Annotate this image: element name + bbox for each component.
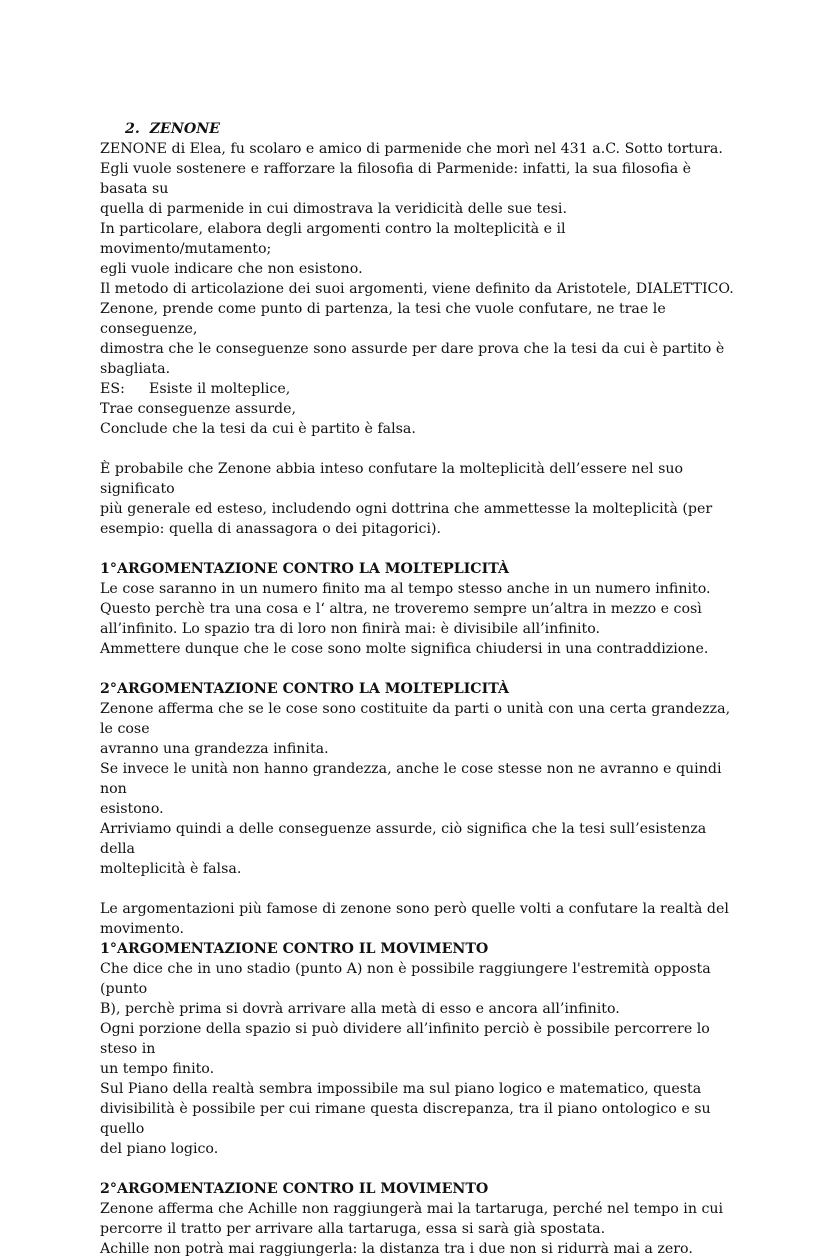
text-line: Se invece le unità non hanno grandezza, anche le cose stesse non ne avranno e quindi non xyxy=(100,761,722,797)
title-text: ZENONE xyxy=(149,121,220,137)
text-line: Ogni porzione della spazio si può dividere all’infinito perciò è possibile percorrere lo steso in xyxy=(100,1021,710,1057)
text-line: movimento. xyxy=(100,921,185,937)
text-line: Trae conseguenze assurde, xyxy=(100,401,296,417)
spacer xyxy=(100,659,740,679)
example-label: ES: xyxy=(100,381,125,397)
text-line: Zenone afferma che Achille non raggiungerà mai la tartaruga, perché nel tempo in cui xyxy=(100,1201,724,1217)
text-line: sbagliata. xyxy=(100,361,171,377)
section-movimento-2 xyxy=(100,1179,740,1259)
section-molteplicita-1 xyxy=(100,559,740,659)
section-heading: 2°ARGOMENTAZIONE CONTRO IL MOVIMENTO xyxy=(100,1181,489,1197)
spacer xyxy=(100,1159,740,1179)
section-heading: 2°ARGOMENTAZIONE CONTRO LA MOLTEPLICITÀ xyxy=(100,681,510,697)
probabile-paragraph xyxy=(100,459,740,539)
section-molteplicita-2 xyxy=(100,679,740,879)
text-line: Egli vuole sostenere e rafforzare la filosofia di Parmenide: infatti, la sua filosofia è basata su xyxy=(100,161,692,197)
text-line: Il metodo di articolazione dei suoi argomenti, viene definito da Aristotele, DIALETTICO. xyxy=(100,281,734,297)
text-line: Questo perchè tra una cosa e l‘ altra, ne troveremo sempre un’altra in mezzo e così xyxy=(100,601,702,617)
text-line: Zenone afferma che se le cose sono costituite da parti o unità con una certa grandezza, le cose xyxy=(100,701,731,737)
text-line: Zenone, prende come punto di partenza, la tesi che vuole confutare, ne trae le conseguenze, xyxy=(100,301,666,337)
text-line: esistono. xyxy=(100,801,164,817)
text-line: È probabile che Zenone abbia inteso confutare la molteplicità dell’essere nel suo significato xyxy=(100,461,684,497)
section-title xyxy=(100,119,740,139)
section-heading: 1°ARGOMENTAZIONE CONTRO LA MOLTEPLICITÀ xyxy=(100,561,510,577)
spacer xyxy=(100,539,740,559)
text-line: In particolare, elabora degli argomenti contro la molteplicità e il movimento/mutamento; xyxy=(100,221,566,257)
example-first: Esiste il molteplice, xyxy=(149,381,291,397)
example-first-line xyxy=(100,379,740,399)
text-line: molteplicità è falsa. xyxy=(100,861,242,877)
title-number: 2. xyxy=(125,121,140,137)
text-line: all’infinito. Lo spazio tra di loro non finirà mai: è divisibile all’infinito. xyxy=(100,621,600,637)
intro-paragraph xyxy=(100,139,740,379)
example-block xyxy=(100,379,740,439)
text-line: un tempo finito. xyxy=(100,1061,215,1077)
text-line: dimostra che le conseguenze sono assurde per dare prova che la tesi da cui è partito è xyxy=(100,341,725,357)
text-line: percorre il tratto per arrivare alla tartaruga, essa si sarà già spostata. xyxy=(100,1221,606,1237)
text-line: ZENONE di Elea, fu scolaro e amico di parmenide che morì nel 431 a.C. Sotto tortura. xyxy=(100,141,723,157)
text-line: Che dice che in uno stadio (punto A) non è possibile raggiungere l'estremità opposta (punto xyxy=(100,961,711,997)
text-line: Sul Piano della realtà sembra impossibile ma sul piano logico e matematico, questa xyxy=(100,1081,702,1097)
text-line: Le argomentazioni più famose di zenone sono però quelle volti a confutare la realtà del xyxy=(100,901,729,917)
text-line: divisibilità è possibile per cui rimane questa discrepanza, tra il piano ontologico e su quello xyxy=(100,1101,711,1137)
text-line: egli vuole indicare che non esistono. xyxy=(100,261,363,277)
text-line: Ammettere dunque che le cose sono molte significa chiudersi in una contraddizione. xyxy=(100,641,709,657)
text-line: B), perchè prima si dovrà arrivare alla metà di esso e ancora all’infinito. xyxy=(100,1001,620,1017)
document-page xyxy=(100,119,740,1259)
text-line: Conclude che la tesi da cui è partito è falsa. xyxy=(100,421,416,437)
text-line: quella di parmenide in cui dimostrava la veridicità delle sue tesi. xyxy=(100,201,567,217)
section-heading: 1°ARGOMENTAZIONE CONTRO IL MOVIMENTO xyxy=(100,941,489,957)
text-line: del piano logico. xyxy=(100,1141,219,1157)
text-line: avranno una grandezza infinita. xyxy=(100,741,329,757)
text-line: Arriviamo quindi a delle conseguenze assurde, ciò significa che la tesi sull’esistenza della xyxy=(100,821,707,857)
spacer xyxy=(100,439,740,459)
text-line: esempio: quella di anassagora o dei pitagorici). xyxy=(100,521,442,537)
text-line: Achille non potrà mai raggiungerla: la distanza tra i due non si ridurrà mai a zero. xyxy=(100,1241,693,1257)
text-line: più generale ed esteso, includendo ogni dottrina che ammettesse la molteplicità (per xyxy=(100,501,713,517)
section-movimento-1 xyxy=(100,899,740,1159)
text-line: Le cose saranno in un numero finito ma al tempo stesso anche in un numero infinito. xyxy=(100,581,711,597)
spacer xyxy=(100,879,740,899)
